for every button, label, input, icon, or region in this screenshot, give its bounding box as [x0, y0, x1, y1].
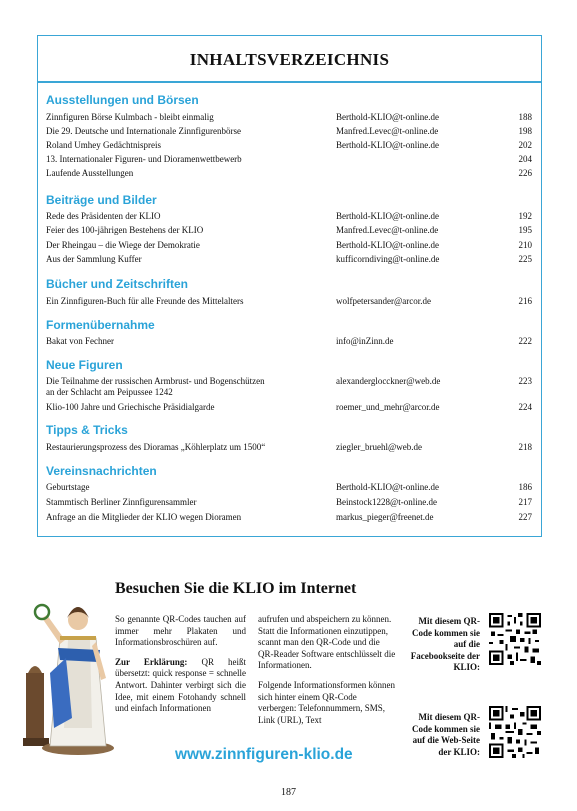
entry-page: 218 [518, 442, 532, 452]
promo-paragraph-text: QR heißt übersetzt: quick response = schnelle Antwort. Dahinter verbirgt sich die Idee, mit einem Fotohandy schnell und einfach Informationen [115, 656, 246, 714]
section-heading-buecher: Bücher und Zeitschriften [46, 277, 189, 291]
entry-title: Rede des Präsidenten der KLIO [46, 211, 161, 221]
promo-paragraph: aufrufen und abspeichern zu können. Statt die Informationen einzutippen, scannt man den QR-Code und die QR-Reader Software entschlüsselt die Informationen. [258, 614, 396, 671]
entry-page: 227 [518, 512, 532, 522]
entry-page: 188 [518, 112, 532, 122]
promo-text-column-1 [115, 614, 246, 715]
entry-email[interactable]: roemer_und_mehr@arcor.de [336, 402, 440, 412]
entry-title: Aus der Sammlung Kuffer [46, 254, 142, 264]
entry-page: 210 [518, 240, 532, 250]
entry-page: 198 [518, 126, 532, 136]
klio-website-link[interactable]: www.zinnfiguren-klio.de [175, 746, 353, 763]
promo-paragraph: Folgende Informationsformen können sich hinter einem QR-Code verbergen: Telefonnummern, SMS, Link (URL), Text [258, 679, 395, 725]
promo-lead: Zur Erklärung: [115, 656, 188, 667]
toc-divider [38, 81, 541, 83]
entry-page: 225 [518, 254, 532, 264]
entry-page: 195 [518, 225, 532, 235]
entry-title: Der Rheingau – die Wiege der Demokratie [46, 240, 200, 250]
section-heading-ausstellungen: Ausstellungen und Börsen [46, 93, 199, 107]
entry-title: Die 29. Deutsche und Internationale Zinnfigurenbörse [46, 126, 241, 136]
entry-email[interactable]: Beinstock1228@t-online.de [336, 497, 438, 507]
entry-page: 226 [518, 168, 532, 178]
entry-title: Laufende Ausstellungen [46, 168, 134, 178]
entry-title: Ein Zinnfiguren-Buch für alle Freunde des Mittelalters [46, 296, 244, 306]
qr-code-icon[interactable] [489, 613, 541, 665]
entry-page: 202 [518, 140, 532, 150]
entry-email[interactable]: kufficorndiving@t-online.de [336, 254, 440, 264]
section-heading-verein: Vereinsnachrichten [46, 464, 157, 478]
entry-email[interactable]: ziegler_bruehl@web.de [336, 442, 423, 452]
qr-web-label: Mit diesem QR-Code kommen sie auf die Web-Seite der KLIO: [412, 712, 480, 757]
entry-title: Roland Umhey Gedächtnispreis [46, 140, 161, 150]
entry-title [46, 376, 331, 398]
page-number: 187 [281, 787, 296, 798]
entry-page: 222 [518, 336, 532, 346]
entry-page: 223 [518, 376, 532, 386]
entry-title-line1: Die Teilnahme der russischen Armbrust- und Bogenschützen [46, 376, 265, 386]
entry-email[interactable]: Berthold-KLIO@t-online.de [336, 140, 440, 150]
entry-page: 192 [518, 211, 532, 221]
entry-page: 186 [518, 482, 532, 492]
section-heading-tipps: Tipps & Tricks [46, 423, 128, 437]
entry-email[interactable]: alexanderglocckner@web.de [336, 376, 441, 386]
entry-email[interactable]: markus_pieger@freenet.de [336, 512, 434, 522]
table-of-contents [37, 35, 542, 537]
statue-figure-icon [20, 578, 115, 758]
entry-title: Anfrage an die Mitglieder der KLIO wegen Dioramen [46, 512, 242, 522]
entry-email[interactable]: Berthold-KLIO@t-online.de [336, 112, 440, 122]
entry-title: 13. Internationaler Figuren- und Dioramenwettbewerb [46, 154, 242, 164]
promo-paragraph: So genannte QR-Codes tauchen auf immer mehr Plakaten und Informationsbroschüren auf. [115, 614, 246, 648]
entry-page: 216 [518, 296, 532, 306]
entry-email[interactable]: Berthold-KLIO@t-online.de [336, 211, 440, 221]
entry-title: Zinnfiguren Börse Kulmbach - bleibt einmalig [46, 112, 214, 122]
entry-page: 217 [518, 497, 532, 507]
entry-email[interactable]: Manfred.Levec@t-online.de [336, 126, 439, 136]
entry-email[interactable]: Manfred.Levec@t-online.de [336, 225, 439, 235]
entry-email[interactable]: Berthold-KLIO@t-online.de [336, 240, 440, 250]
section-heading-formen: Formenübernahme [46, 318, 155, 332]
entry-title: Klio-100 Jahre und Griechische Präsidialgarde [46, 402, 215, 412]
entry-page: 224 [518, 402, 532, 412]
entry-title: Restaurierungsprozess des Dioramas „Köhlerplatz um 1500“ [46, 442, 266, 452]
toc-title: INHALTSVERZEICHNIS [189, 50, 390, 69]
entry-title: Feier des 100-jährigen Bestehens der KLIO [46, 225, 204, 235]
qr-code-icon[interactable] [489, 706, 541, 758]
section-heading-beitraege: Beiträge und Bilder [46, 193, 157, 207]
promo-paragraph [115, 657, 246, 715]
entry-page: 204 [518, 154, 532, 164]
promo-text-column-2 [258, 614, 396, 726]
promo-title: Besuchen Sie die KLIO im Internet [115, 580, 357, 597]
entry-email[interactable]: wolfpetersander@arcor.de [336, 296, 431, 306]
entry-title-line2: an der Schlacht am Peipussee 1242 [46, 387, 173, 397]
entry-title: Bakat von Fechner [46, 336, 114, 346]
entry-email[interactable]: info@inZinn.de [336, 336, 394, 346]
section-heading-neue-figuren: Neue Figuren [46, 358, 123, 372]
qr-facebook-label: Mit diesem QR-Code kommen sie auf die Facebookseite der KLIO: [410, 616, 480, 672]
entry-email[interactable]: Berthold-KLIO@t-online.de [336, 482, 440, 492]
entry-title: Stammtisch Berliner Zinnfigurensammler [46, 497, 197, 507]
entry-title: Geburtstage [46, 482, 90, 492]
